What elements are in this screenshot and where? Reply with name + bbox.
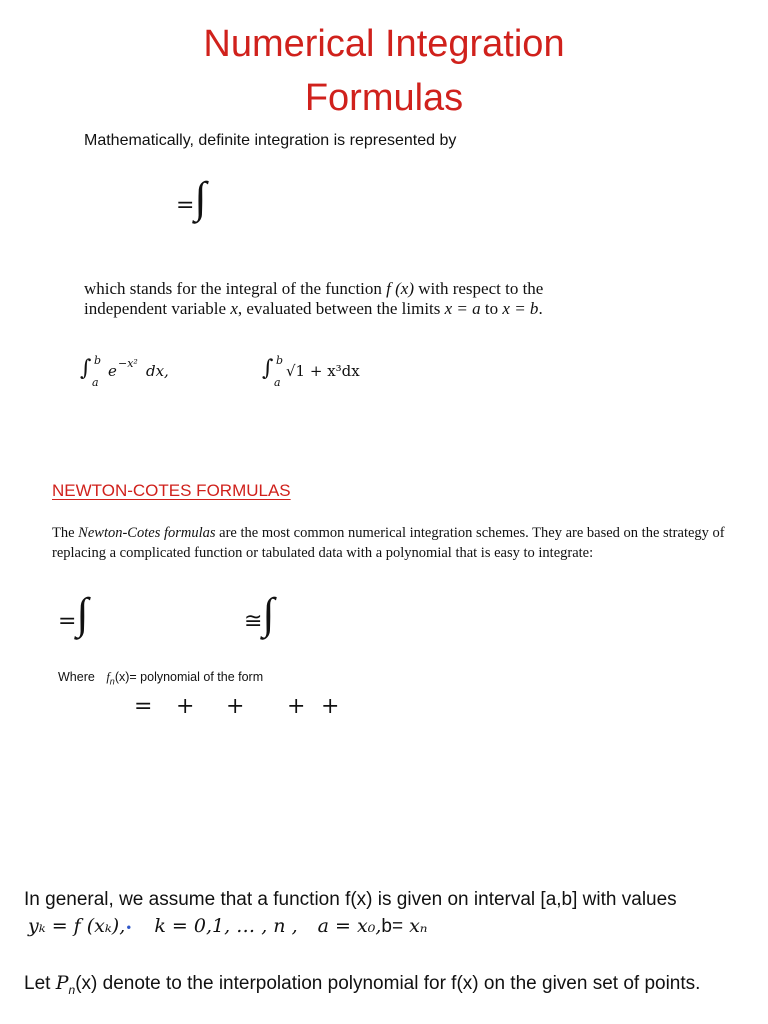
poly-plus: + — [321, 694, 340, 719]
explanation-line-1 — [84, 279, 724, 299]
lower-limit: a — [274, 376, 281, 389]
paragraph-text: are the most common numerical integration schemes. They are based on the strategy of replacing a complicated function or tabulated data with a polynomial that is easy to integrate: — [52, 525, 725, 561]
poly-plus: + — [176, 694, 195, 719]
explanation-text: to — [480, 299, 503, 318]
paragraph-text: The — [52, 525, 79, 541]
general-statement: In general, we assume that a function f(x) is given on interval [a,b] with values — [24, 889, 677, 910]
marker-dot: • — [125, 921, 133, 935]
upper-limit: b — [276, 354, 284, 367]
polynomial-definition — [58, 670, 263, 687]
example-integral-1 — [80, 356, 240, 390]
upper-limit: b — [94, 354, 102, 367]
explanation-text: . — [538, 299, 543, 318]
page-title-line-2: Formulas — [304, 77, 464, 119]
integral-sign: ∫ — [262, 589, 275, 638]
limit-b: x = b — [502, 299, 539, 318]
explanation-text: , evaluated between the limits — [237, 299, 445, 318]
k-range: k = 0,1, … , n , — [154, 915, 298, 937]
fn-symbol: f — [106, 670, 110, 684]
integrand-exponent: −x² — [118, 357, 138, 370]
definite-integral-equation — [176, 173, 207, 222]
limit-a: x = a — [444, 299, 481, 318]
fn-subscript: n — [109, 676, 115, 687]
lower-limit: a — [92, 376, 99, 389]
integrand-base: e — [108, 362, 117, 380]
let-text: (x) denote to the interpolation polynomial for f(x) on the given set of points. — [75, 973, 701, 994]
where-label: Where — [58, 670, 95, 684]
exact-integral-equation — [58, 589, 89, 638]
poly-plus: + — [226, 694, 245, 719]
where-text: (x)= polynomial of the form — [114, 670, 264, 684]
integral-sign: ∫ — [194, 173, 207, 222]
integral-sign: ∫ — [262, 356, 274, 381]
integrand-sqrt: √1 + x³dx — [286, 362, 360, 380]
explanation-text: which stands for the integral of the function — [84, 279, 387, 298]
integral-sign: ∫ — [80, 356, 92, 381]
function-fx: f (x) — [386, 279, 414, 298]
let-text: Let — [24, 973, 56, 994]
general-math-line — [28, 915, 428, 938]
integral-sign: ∫ — [76, 589, 89, 638]
poly-plus: + — [287, 694, 306, 719]
approx-integral-equation — [244, 589, 275, 638]
p-subscript: n — [68, 982, 76, 997]
page-title-line-1: Numerical Integration — [203, 23, 565, 65]
explanation-text: independent variable — [84, 299, 231, 318]
xn-symbol: xₙ — [409, 915, 428, 937]
newton-cotes-term: Newton-Cotes formulas — [78, 525, 216, 541]
integral-explanation — [84, 279, 724, 319]
example-integral-2 — [262, 356, 422, 390]
equals-sign: = — [176, 193, 195, 218]
poly-equals: = — [134, 694, 153, 719]
explanation-line-2 — [84, 299, 724, 319]
a-equals-x0: a = x₀, — [317, 915, 382, 937]
newton-cotes-heading: NEWTON-COTES FORMULAS — [52, 481, 291, 500]
approx-sign: ≅ — [244, 609, 263, 634]
let-statement — [24, 969, 744, 1004]
explanation-text: with respect to the — [413, 279, 544, 298]
p-symbol: P — [55, 972, 69, 994]
equals-sign: = — [58, 609, 77, 634]
yk-expression: yₖ = f (xₖ), — [28, 915, 126, 937]
b-label: b= — [381, 916, 404, 937]
integrand-dx: dx, — [146, 362, 169, 380]
newton-cotes-paragraph — [52, 523, 742, 563]
intro-text: Mathematically, definite integration is represented by — [84, 132, 457, 149]
variable-x: x — [230, 299, 238, 318]
